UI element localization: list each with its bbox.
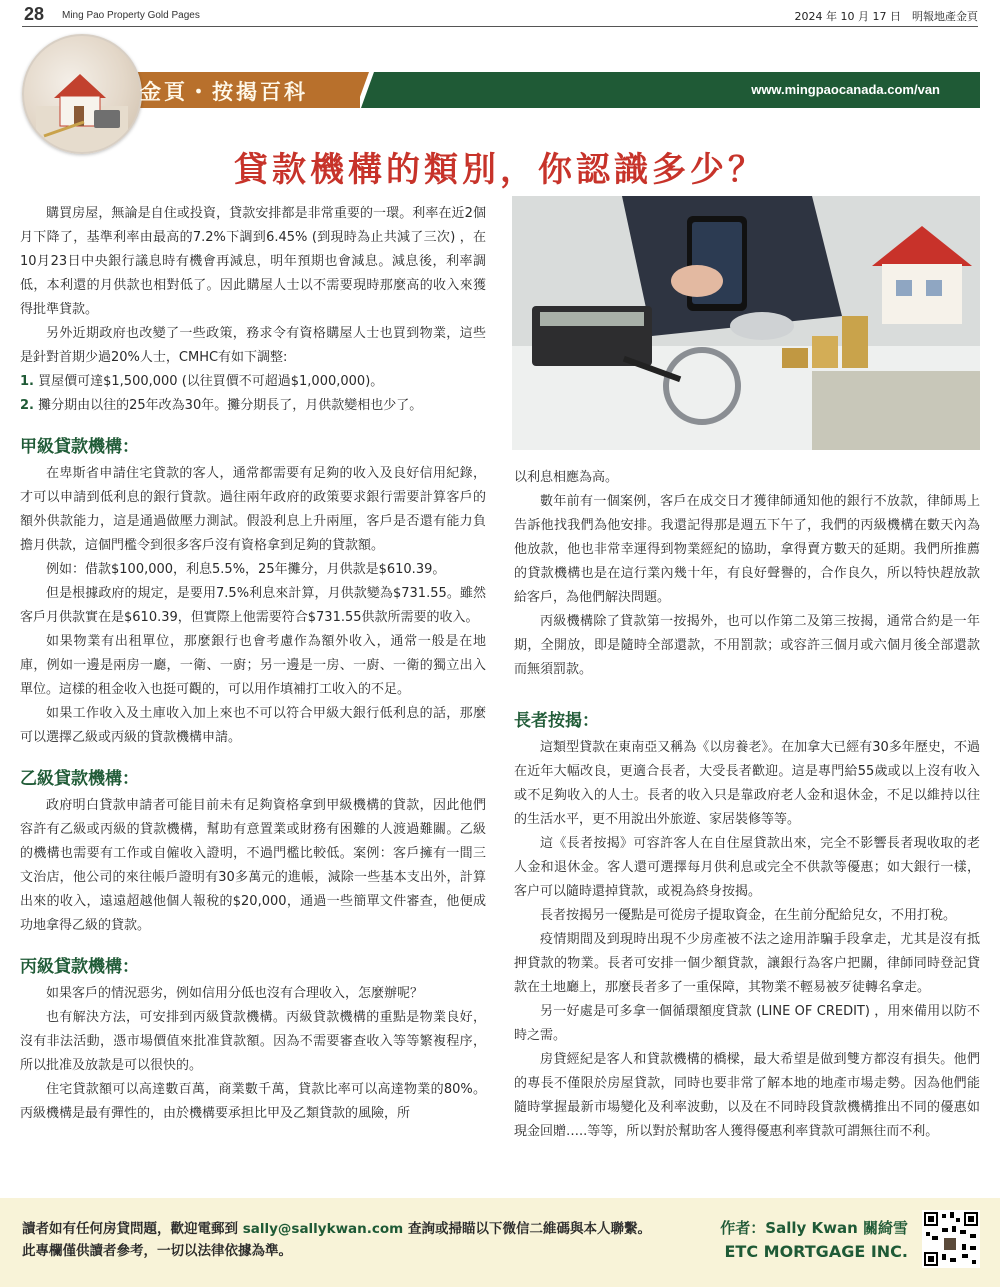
section-paragraph: 這《長者按揭》可容許客人在自住屋貸款出來，完全不影響長者現收取的老人金和退休金。客人還可選擇每月供利息或完全不供款等優惠；如大銀行一樣，客户可以隨時還掉貸款，或視為終身按揭。 <box>514 836 980 899</box>
disclaimer: 此專欄僅供讀者參考，一切以法律依據為準。 <box>22 1243 292 1259</box>
list-item: 1. 買屋價可達$1,500,000 (以往買價不可超過$1,000,000)。 <box>20 374 384 389</box>
article-headline: 貸款機構的類別，你認識多少？ <box>234 150 766 190</box>
publication-date: 2024 年 10 月 17 日 明報地產金頁 <box>794 10 978 23</box>
section-paragraph: 如果客戶的情況惡劣，例如信用分低也沒有合理收入，怎麼辦呢？ <box>46 986 424 1001</box>
company-name: ETC MORTGAGE INC. <box>724 1242 908 1261</box>
section-paragraph: 這類型貸款在東南亞又稱為《以房養老》。在加拿大已經有30多年歷史，不過在近年大幅改良，更適合長者，大受長者歡迎。這是專門給55歲或以上沒有收入或不足夠收入的人士。長者的收入只是靠政府老人金和退休金，不足以維持以往的生活水平，更不用說出外旅遊、家居裝修等等。 <box>514 740 980 827</box>
section-paragraph: 丙級機構除了貸款第一按揭外，也可以作第二及第三按揭，通常合約是一年期，全開放，即是隨時全部還款，不用罰款；或容許三個月或六個月後全部還款而無須罰款。 <box>514 614 980 677</box>
section-heading-grade-b: 乙級貸款機構： <box>20 769 139 789</box>
section-paragraph: 長者按揭另一優點是可從房子提取資金，在生前分配給兒女，不用打稅。 <box>540 908 957 923</box>
section-paragraph: 政府明白貸款申請者可能目前未有足夠資格拿到甲級機構的貸款，因此他們容許有乙級或丙級的貸款機構，幫助有意置業或財務有困難的人渡過難關。乙級的機構也需要有工作或自僱收入證明，不過門檻比較低。案例：客戶擁有一間三文治店，他公司的來往帳戶證明有30多萬元的進帳，減除一些基本支出外，計算出來的收入，遠遠超越他個人報稅的$20,000，通過一些簡單文件審查，他便成功地拿得乙級的貸款。 <box>20 798 486 933</box>
section-paragraph: 也有解決方法，可安排到丙級貸款機構。丙級貸款機構的重點是物業良好，沒有非法活動，憑市場價值來批准貸款額。因為不需要審查收入等等繁複程序，所以批准及放款是可以很快的。 <box>20 1010 486 1073</box>
section-paragraph: 住宅貸款額可以高達數百萬，商業數千萬，貸款比率可以高達物業的80%。丙級機構是最有彈性的，由於機構要承担比甲及乙類貸款的風險，所 <box>20 1082 486 1121</box>
section-paragraph: 疫情期間及到現時出現不少房產被不法之途用詐騙手段拿走，尤其是沒有抵押貸款的物業。長者可安排一個少額貸款，讓銀行為客户把關，律師同時登記貸款在土地廳上，那麼長者多了一重保障，其物業不輕易被歹徒轉名拿走。 <box>514 932 980 995</box>
footer-text: 讀者如有任何房貸問題，歡迎電郵到 sally@sallykwan.com 查詢或掃瞄以下微信二維碼與本人聯繫。 此專欄僅供讀者參考，一切以法律依據為準。 <box>22 1218 651 1262</box>
section-title: 金頁・按揭百科 <box>140 80 308 104</box>
footer-contact <box>0 1198 1000 1287</box>
intro-paragraph: 另外近期政府也改變了一些政策，務求令有資格購屋人士也買到物業，這些是針對首期少過20%人士，CMHC有如下調整: <box>20 326 486 365</box>
publication-name: Ming Pao Property Gold Pages <box>62 10 200 21</box>
section-paragraph: 例如：借款$100,000，利息5.5%，25年攤分，月供款是$610.39。 <box>46 562 446 577</box>
page-header <box>22 4 978 27</box>
left-column <box>20 202 486 1126</box>
section-paragraph: 如果工作收入及土庫收入加上來也不可以符合甲級大銀行低利息的話，那麼可以選擇乙級或丙級的貸款機構申請。 <box>20 706 486 745</box>
qr-code-icon[interactable] <box>922 1210 980 1268</box>
house-logo-icon <box>22 34 142 154</box>
section-heading-reverse-mortgage: 長者按揭： <box>514 711 599 731</box>
section-heading-grade-c: 丙級貸款機構： <box>20 957 139 977</box>
section-paragraph: 但是根據政府的規定，是要用7.5%利息來計算，月供款變為$731.55。雖然客戶月供款實在是$610.39，但實際上他需要符合$731.55供款所需要的收入。 <box>20 586 486 625</box>
section-paragraph: 房貸經紀是客人和貸款機構的橋樑，最大希望是做到雙方都沒有損失。他們的專長不僅限於房屋貸款，同時也要非常了解本地的地產市場走勢。因為他們能隨時掌握最新市場變化及利率波動，以及在不同時段貸款機構推出不同的優惠如現金回贈…..等等，所以對於幫助客人獲得優惠利率貸款可謂無往而不利。 <box>514 1052 980 1139</box>
right-column <box>514 466 980 1144</box>
author-name: 作者：Sally Kwan 關綺雪 <box>720 1219 908 1237</box>
author-info <box>720 1216 908 1264</box>
section-paragraph: 如果物業有出租單位，那麼銀行也會考慮作為額外收入，通常一般是在地庫，例如一邊是兩房一廳，一衛、一廚；另一邊是一房、一廚、一衛的獨立出入單位。這樣的租金收入也挺可觀的，可以用作填補打工收入的不足。 <box>20 634 486 697</box>
section-paragraph: 在卑斯省申請住宅貸款的客人，通常都需要有足夠的收入及良好信用紀錄，才可以申請到低利息的銀行貸款。過往兩年政府的政策要求銀行需要計算客戶的額外供款能力，這是通過做壓力測試。假設利息上升兩厘，客戶是否還有能力負擔月供款，這個門檻令到很多客戶沒有資格拿到足夠的貸款額。 <box>20 466 486 553</box>
section-paragraph-continued: 以利息相應為高。 <box>514 470 619 485</box>
section-heading-grade-a: 甲級貸款機構： <box>20 437 139 457</box>
page-number: 28 <box>24 4 45 24</box>
section-paragraph: 另一好處是可多拿一個循環額度貸款 (LINE OF CREDIT) ，用來備用以防不時之需。 <box>514 1004 980 1043</box>
section-paragraph: 數年前有一個案例，客戶在成交日才獲律師通知他的銀行不放款，律師馬上告訴他找我們為他安排。我還記得那是週五下午了，我們的丙級機構在數天內為他放款，他也非常幸運得到物業經紀的協助，拿得賣方數天的延期。我們所推薦的貸款機構也是在這行業內幾十年，有良好聲譽的，合作良久，所以特快趕放款給客戶，為他們解決問題。 <box>514 494 980 605</box>
email-link[interactable]: sally@sallykwan.com <box>242 1221 404 1237</box>
article-photo <box>512 196 980 450</box>
website-link[interactable]: www.mingpaocanada.com/van <box>751 82 940 97</box>
list-item: 2. 攤分期由以往的25年改為30年。攤分期長了，月供款變相也少了。 <box>20 398 423 413</box>
banner-divider <box>360 72 400 108</box>
intro-paragraph: 購買房屋，無論是自住或投資，貸款安排都是非常重要的一環。利率在近2個月下降了，基準利率由最高的7.2%下調到6.45% (到現時為止共減了三次) ，在10月23日中央銀行議息時有機會再減息，明年預期也會減息。減息後，利率調低，本利還的月供款也相對低了。因此購屋人士以不需要現時那麼高的收入來獲得批準貸款。 <box>20 206 486 317</box>
